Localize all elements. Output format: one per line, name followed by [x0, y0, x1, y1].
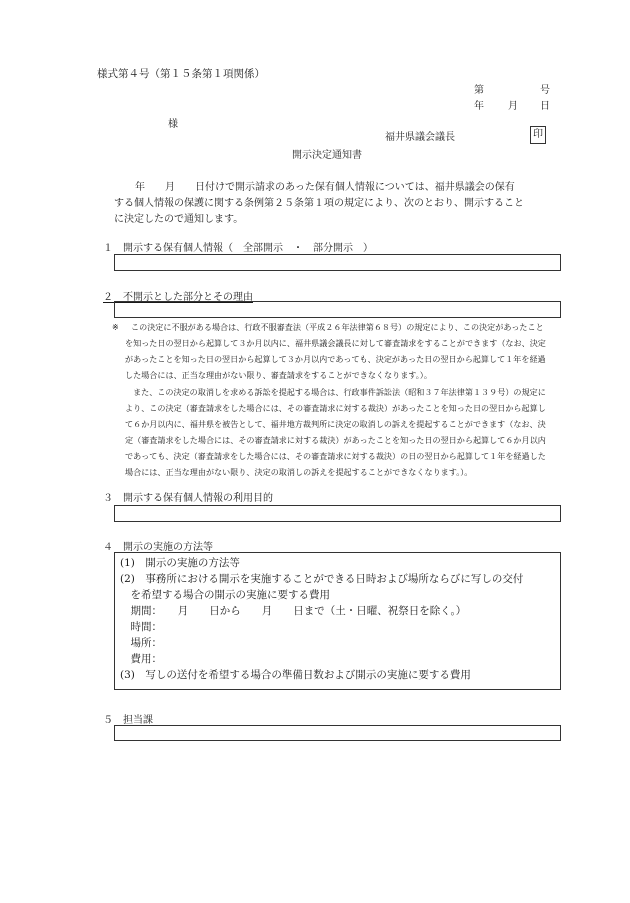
notice-mark: ※: [112, 322, 119, 332]
notice-p2-line: より、この決定（審査請求をした場合には、その審査請求に対する裁決）があったことを知った日の翌日から起算し: [125, 403, 546, 413]
doc-number-dai: 第: [474, 85, 484, 96]
section-3-heading: ３ 開示する保有個人情報の利用目的: [103, 493, 273, 504]
method-cost: 費用：: [120, 653, 162, 665]
method-place: 場所：: [120, 637, 162, 649]
notice-p2-line: て６か月以内に、福井県を被告として、福井地方裁判所に決定の取消しの訴えを提起することができます（なお、決: [125, 419, 546, 429]
addressee-suffix: 様: [168, 119, 178, 130]
section-3-field[interactable]: [114, 505, 561, 522]
method-line-2-cont: を希望する場合の開示の実施に要する費用: [120, 589, 330, 601]
notice-p2-line: 定（審査請求をした場合には、その審査請求に対する裁決）があったことを知った日の翌日から起算して６か月以内: [125, 435, 546, 445]
date-month: 月: [508, 101, 518, 112]
document-title: 開示決定通知書: [292, 150, 362, 161]
notice-paragraph-1: [125, 319, 565, 383]
section-2-heading: ２ 不開示とした部分とその理由: [103, 292, 253, 303]
notice-p1-line: があったことを知った日の翌日から起算して３か月以内であっても、決定があった日の翌日から起算して１年を経過: [125, 354, 546, 364]
section-4-heading: ４ 開示の実施の方法等: [103, 542, 213, 553]
notice-p1-line: を知った日の翌日から起算して３か月以内に、福井県議会議長に対して審査請求をすることができます（なお、決定: [125, 338, 546, 348]
method-period: 期間： 月 日から 月 日まで（土・日曜、祝祭日を除く。）: [120, 605, 467, 617]
method-line-1: (1) 開示の実施の方法等: [120, 557, 240, 569]
notice-p1-line: した場合には、正当な理由がない限り、審査請求をすることができなくなります。）。: [125, 370, 432, 380]
seal-stamp: 印: [530, 126, 546, 144]
date-day: 日: [540, 101, 550, 112]
method-line-2: (2) 事務所における開示を実施することができる日時および場所ならびに写しの交付: [120, 573, 524, 585]
intro-line-3: に決定したので通知します。: [114, 214, 244, 225]
doc-number-go: 号: [540, 85, 550, 96]
form-number: 様式第４号（第１５条第１項関係）: [97, 68, 265, 80]
section-5-heading: ５ 担当課: [103, 715, 153, 726]
method-time: 時間：: [120, 621, 162, 633]
section-1-field[interactable]: [114, 254, 561, 271]
section-2-field[interactable]: [114, 301, 561, 318]
notice-p1-line: この決定に不服がある場合は、行政不服審査法（平成２６年法律第６８号）の規定により、この決定があったこと: [131, 322, 544, 332]
section-1-heading: １ 開示する保有個人情報（ 全部開示 ・ 部分開示 ）: [103, 243, 373, 254]
date-year: 年: [474, 101, 484, 112]
intro-line-2: する個人情報の保護に関する条例第２５条第１項の規定により、次のとおり、開示すること: [114, 198, 524, 209]
notice-p2-line: 場合には、正当な理由がない限り、決定の取消しの訴えを提起することができなくなります。）。: [125, 467, 473, 477]
intro-line-1: 年 月 日付けで開示請求のあった保有個人情報については、福井県議会の保有: [135, 182, 515, 193]
issuer-name: 福井県議会議長: [385, 132, 455, 143]
method-line-3: (3) 写しの送付を希望する場合の準備日数および開示の実施に要する費用: [120, 669, 471, 681]
notice-paragraph-2: [125, 384, 565, 480]
method-box[interactable]: [114, 552, 561, 690]
notice-p2-line: であっても、決定（審査請求をした場合には、その審査請求に対する裁決）の日の翌日から起算して１年を経過した: [125, 451, 546, 461]
section-5-field[interactable]: [114, 725, 561, 741]
notice-p2-line: また、この決定の取消しを求める訴訟を提起する場合は、行政事件訴訟法（昭和３７年法律第１３９号）の規定に: [133, 387, 546, 397]
